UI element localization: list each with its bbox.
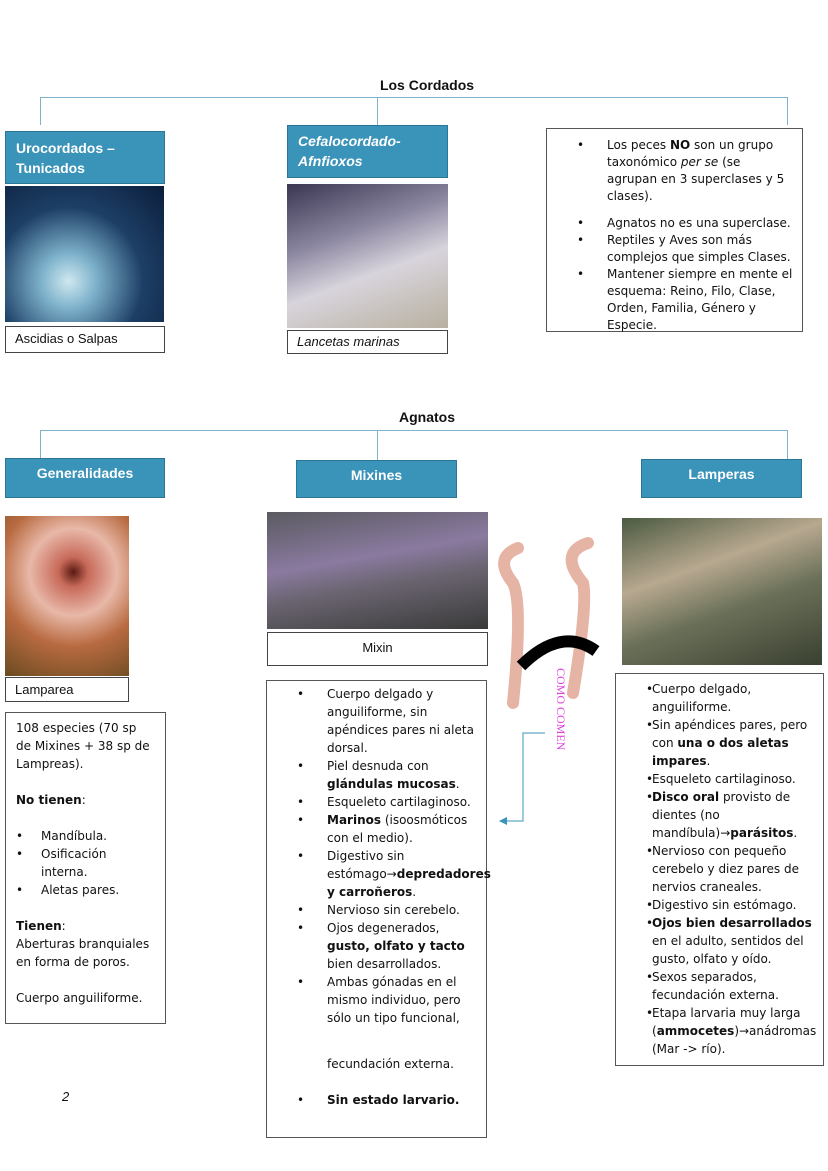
species-count: 108 especies (70 sp de Mixines + 38 sp de Lampreas).	[16, 721, 150, 771]
section-title-cordados: Los Cordados	[379, 77, 475, 93]
mixin-caption: Mixin	[267, 632, 488, 666]
connector-line	[40, 97, 788, 98]
tunicates-image	[5, 186, 164, 322]
lancelet-image	[287, 184, 448, 328]
list-item	[616, 968, 819, 1004]
list-item: • Aletas pares.	[16, 881, 155, 899]
list-item-text: )→anádromas (Mar -> río).	[652, 1024, 817, 1056]
list-item-text: Mantener siempre en mente el esquema: Reino, Filo, Clase, Orden, Familia, Género y Especie.	[607, 267, 793, 332]
section-title-agnatos: Agnatos	[399, 409, 455, 425]
list-item	[616, 842, 819, 896]
list-item-text: Etapa larvaria muy larga (	[652, 1006, 801, 1038]
mixines-box	[266, 680, 491, 1138]
list-item	[267, 901, 482, 919]
extra-text: Cuerpo anguiliforme.	[16, 991, 143, 1005]
lamprey-mouth-image	[5, 516, 129, 676]
list-item-text: .	[793, 826, 798, 840]
list-item-text: Reptiles y Aves son más complejos que simples Clases.	[607, 233, 791, 264]
list-item-text: una o dos aletas impares	[652, 736, 789, 768]
list-item-text: Digestivo sin estómago→	[327, 849, 405, 881]
list-item	[267, 919, 482, 973]
tienen-label: Tienen	[16, 919, 62, 933]
list-item-text: bien desarrollados.	[327, 957, 442, 971]
list-item-text: parásitos	[730, 826, 794, 840]
list-item	[547, 232, 794, 266]
list-item	[267, 847, 491, 901]
connector-line	[377, 430, 378, 460]
list-item-text: depredadores y carroñeros	[327, 867, 491, 899]
list-item-text: per se	[680, 155, 719, 169]
list-item-text: Sin apéndices pares, pero con	[652, 718, 808, 750]
mixines-extra-line: fecundación externa.	[327, 1057, 454, 1071]
list-item-text: gusto, olfato y tacto	[327, 939, 465, 953]
list-item-text: Marinos	[327, 813, 381, 827]
generalidades-header: Generalidades	[5, 458, 165, 498]
connector-line	[40, 430, 788, 431]
list-item	[616, 680, 819, 716]
list-item	[547, 137, 794, 205]
como-comen-annotation: COMO COMEN	[554, 668, 568, 751]
list-item-text: Agnatos no es una superclase.	[607, 216, 791, 230]
list-item-text: Piel desnuda con	[327, 759, 429, 773]
connector-line	[787, 97, 788, 125]
list-item-text: Nervioso sin cerebelo.	[327, 903, 460, 917]
list-item	[267, 973, 482, 1027]
hagfish-image	[267, 512, 488, 629]
list-item-text: ammocetes	[656, 1024, 735, 1038]
list-item-text: Ojos bien desarrollados	[652, 916, 812, 930]
lampreys-image	[622, 518, 822, 665]
list-item	[267, 757, 482, 793]
connector-line	[787, 430, 788, 459]
list-item	[616, 1004, 819, 1058]
lamprea-caption: Lamparea	[5, 677, 129, 702]
list-item-text: .	[706, 754, 711, 768]
connector-line	[40, 97, 41, 125]
list-item-text: Ambas gónadas en el mismo individuo, pero sólo un tipo funcional,	[327, 975, 461, 1025]
list-item-text: Cuerpo delgado, anguiliforme.	[652, 682, 752, 714]
list-item-text: NO	[669, 138, 691, 152]
notes-box	[546, 128, 803, 332]
cefalocordados-header: Cefalocordado-Afnfioxos	[287, 125, 448, 178]
urocordados-caption: Ascidias o Salpas	[5, 326, 165, 353]
list-item	[547, 266, 794, 334]
list-item	[267, 685, 482, 757]
list-item-text: Disco oral	[652, 790, 720, 804]
list-item: • Osificación interna.	[16, 845, 155, 881]
lamperas-header: Lamperas	[641, 459, 802, 498]
list-item	[616, 716, 819, 770]
list-item-text: son un grupo taxonómico	[607, 138, 774, 169]
list-item-text: provisto de dientes (no mandíbula)→	[652, 790, 791, 840]
mixines-header: Mixines	[296, 460, 457, 498]
list-item-text: Sexos separados, fecundación externa.	[652, 970, 779, 1002]
list-item	[267, 811, 482, 847]
page-number: 2	[62, 1089, 70, 1104]
list-item-text: .	[412, 885, 417, 899]
lamperas-box	[615, 673, 824, 1066]
list-item: • Mandíbula.	[16, 827, 155, 845]
list-item-text: Los peces	[607, 138, 670, 152]
list-item	[616, 788, 819, 842]
connector-line	[40, 430, 41, 458]
list-item: • Sin estado larvario.	[267, 1091, 482, 1109]
no-tienen-label: No tienen	[16, 793, 82, 807]
list-item-text: Esqueleto cartilaginoso.	[652, 772, 796, 786]
list-item-text: (se agrupan en 3 superclases y 5 clases).	[607, 155, 785, 203]
generalidades-box: 108 especies (70 sp de Mixines + 38 sp de Lampreas). No tienen: • Mandíbula. • Osificación interna. • Aletas pares. Tienen: Aberturas branquiales en forma de poros. Cuerpo anguiliforme.	[5, 712, 166, 1024]
list-item-text: Nervioso con pequeño cerebelo y diez pares de nervios craneales.	[652, 844, 799, 894]
tienen-text: Aberturas branquiales en forma de poros.	[16, 937, 150, 969]
list-item	[616, 770, 819, 788]
list-item	[616, 896, 819, 914]
list-item	[547, 215, 794, 232]
list-item-text: Cuerpo delgado y anguiliforme, sin apéndices pares ni aleta dorsal.	[327, 687, 474, 755]
list-item-text: glándulas mucosas	[327, 777, 456, 791]
connector-line	[377, 97, 378, 125]
list-item-text: (isoosmóticos con el medio).	[327, 813, 468, 845]
list-item-text: Digestivo sin estómago.	[652, 898, 797, 912]
list-item-text: .	[455, 777, 460, 791]
list-item-text: Esqueleto cartilaginoso.	[327, 795, 471, 809]
urocordados-header: Urocordados – Tunicados	[5, 131, 165, 184]
list-item	[267, 793, 482, 811]
list-item	[616, 914, 819, 968]
arrow-to-mixines	[495, 728, 555, 828]
list-item-text: Ojos degenerados,	[327, 921, 440, 935]
list-item-text: en el adulto, sentidos del gusto, olfato y oído.	[652, 934, 804, 966]
cefalocordados-caption: Lancetas marinas	[287, 330, 448, 354]
